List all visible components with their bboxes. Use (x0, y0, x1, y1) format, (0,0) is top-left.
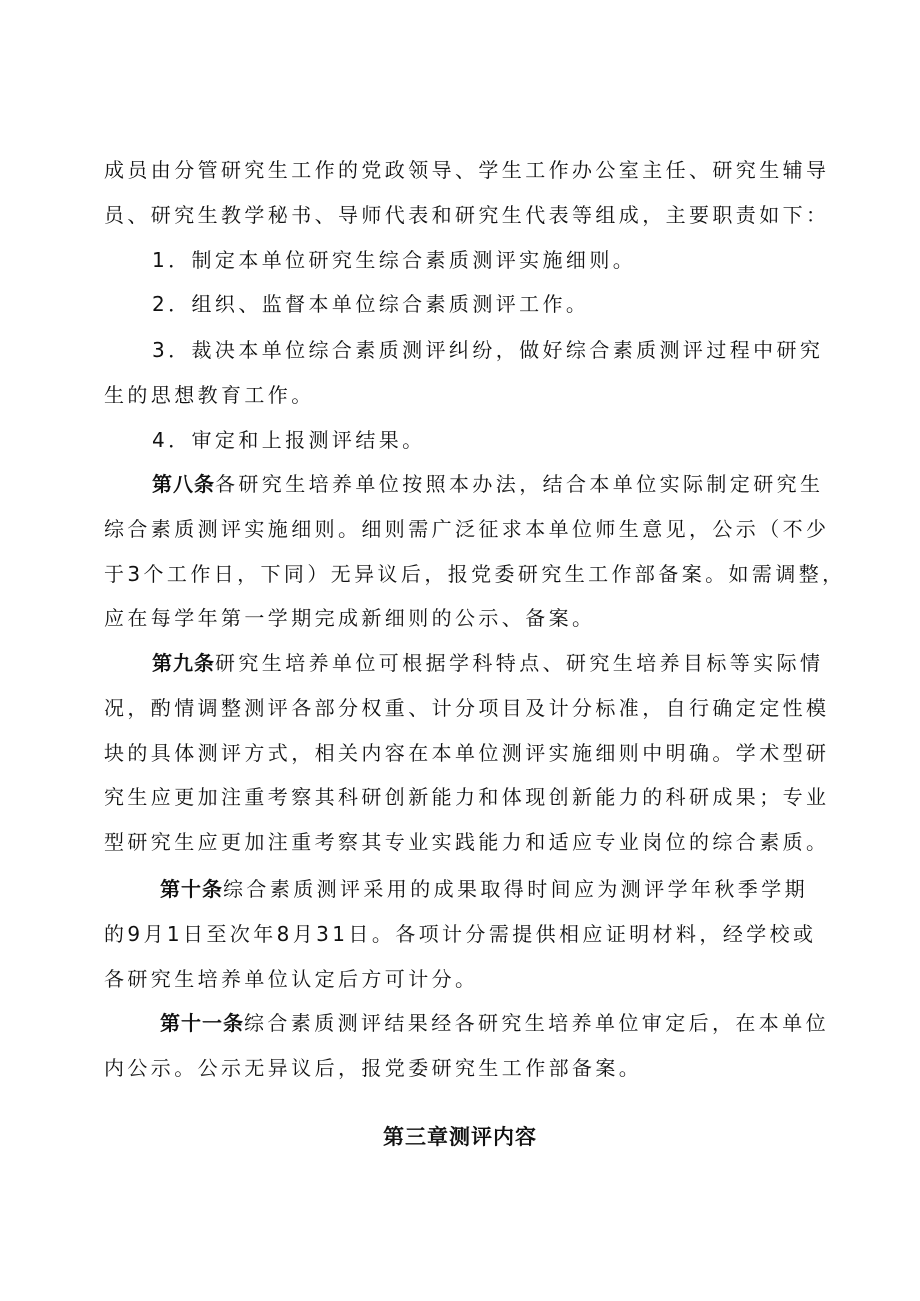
article-11-line-1 (160, 1010, 829, 1036)
duty-item-2: 2．组织、监督本单位综合素质测评工作。 (152, 292, 590, 316)
article-10-label: 第十条 (160, 877, 223, 901)
article-9-line-1 (152, 650, 823, 676)
duty-item-4: 4．审定和上报测评结果。 (152, 428, 426, 452)
article-10-line-2: 的9月1日至次年8月31日。各项计分需提供相应证明材料，经学校或 (104, 922, 817, 946)
article-9-line-3: 块的具体测评方式，相关内容在本单位测评实施细则中明确。学术型研 (104, 741, 830, 765)
article-9-line-4: 究生应更加注重考察其科研创新能力和体现创新能力的科研成果；专业 (104, 785, 830, 809)
chapter-3-title: 第三章测评内容 (383, 1125, 537, 1149)
article-11-text-1: 综合素质测评结果经各研究生培养单位审定后，在本单位 (244, 1011, 829, 1035)
article-10-text-1: 综合素质测评采用的成果取得时间应为测评学年秋季学期 (223, 877, 808, 901)
article-8-line-1 (152, 471, 823, 497)
article-8-text-1: 各研究生培养单位按照本办法，结合本单位实际制定研究生 (215, 472, 824, 496)
intro-line-1: 成员由分管研究生工作的党政领导、学生工作办公室主任、研究生辅导 (104, 158, 830, 182)
article-9-line-2: 况，酌情调整测评各部分权重、计分项目及计分标准，自行确定定性模 (104, 696, 830, 720)
article-8-line-2: 综合素质测评实施细则。细则需广泛征求本单位师生意见，公示（不少 (104, 517, 830, 541)
article-9-label: 第九条 (152, 651, 215, 675)
article-8-line-4: 应在每学年第一学期完成新细则的公示、备案。 (104, 606, 596, 630)
article-9-line-5: 型研究生应更加注重考察其专业实践能力和适应专业岗位的综合素质。 (104, 830, 830, 854)
duty-item-3-line-2: 生的思想教育工作。 (104, 383, 315, 407)
article-10-line-1 (160, 876, 808, 902)
article-8-line-3: 于3个工作日，下同）无异议后，报党委研究生工作部备案。如需调整， (104, 562, 846, 586)
article-11-label: 第十一条 (160, 1011, 244, 1035)
article-8-label: 第八条 (152, 472, 215, 496)
duty-item-3-line-1: 3．裁决本单位综合素质测评纠纷，做好综合素质测评过程中研究 (152, 338, 824, 362)
intro-line-2: 员、研究生教学秘书、导师代表和研究生代表等组成，主要职责如下： (104, 203, 830, 227)
article-9-text-1: 研究生培养单位可根据学科特点、研究生培养目标等实际情 (215, 651, 824, 675)
article-10-line-3: 各研究生培养单位认定后方可计分。 (104, 967, 479, 991)
article-11-line-2: 内公示。公示无异议后，报党委研究生工作部备案。 (104, 1056, 643, 1080)
duty-item-1: 1．制定本单位研究生综合素质测评实施细则。 (152, 248, 637, 272)
